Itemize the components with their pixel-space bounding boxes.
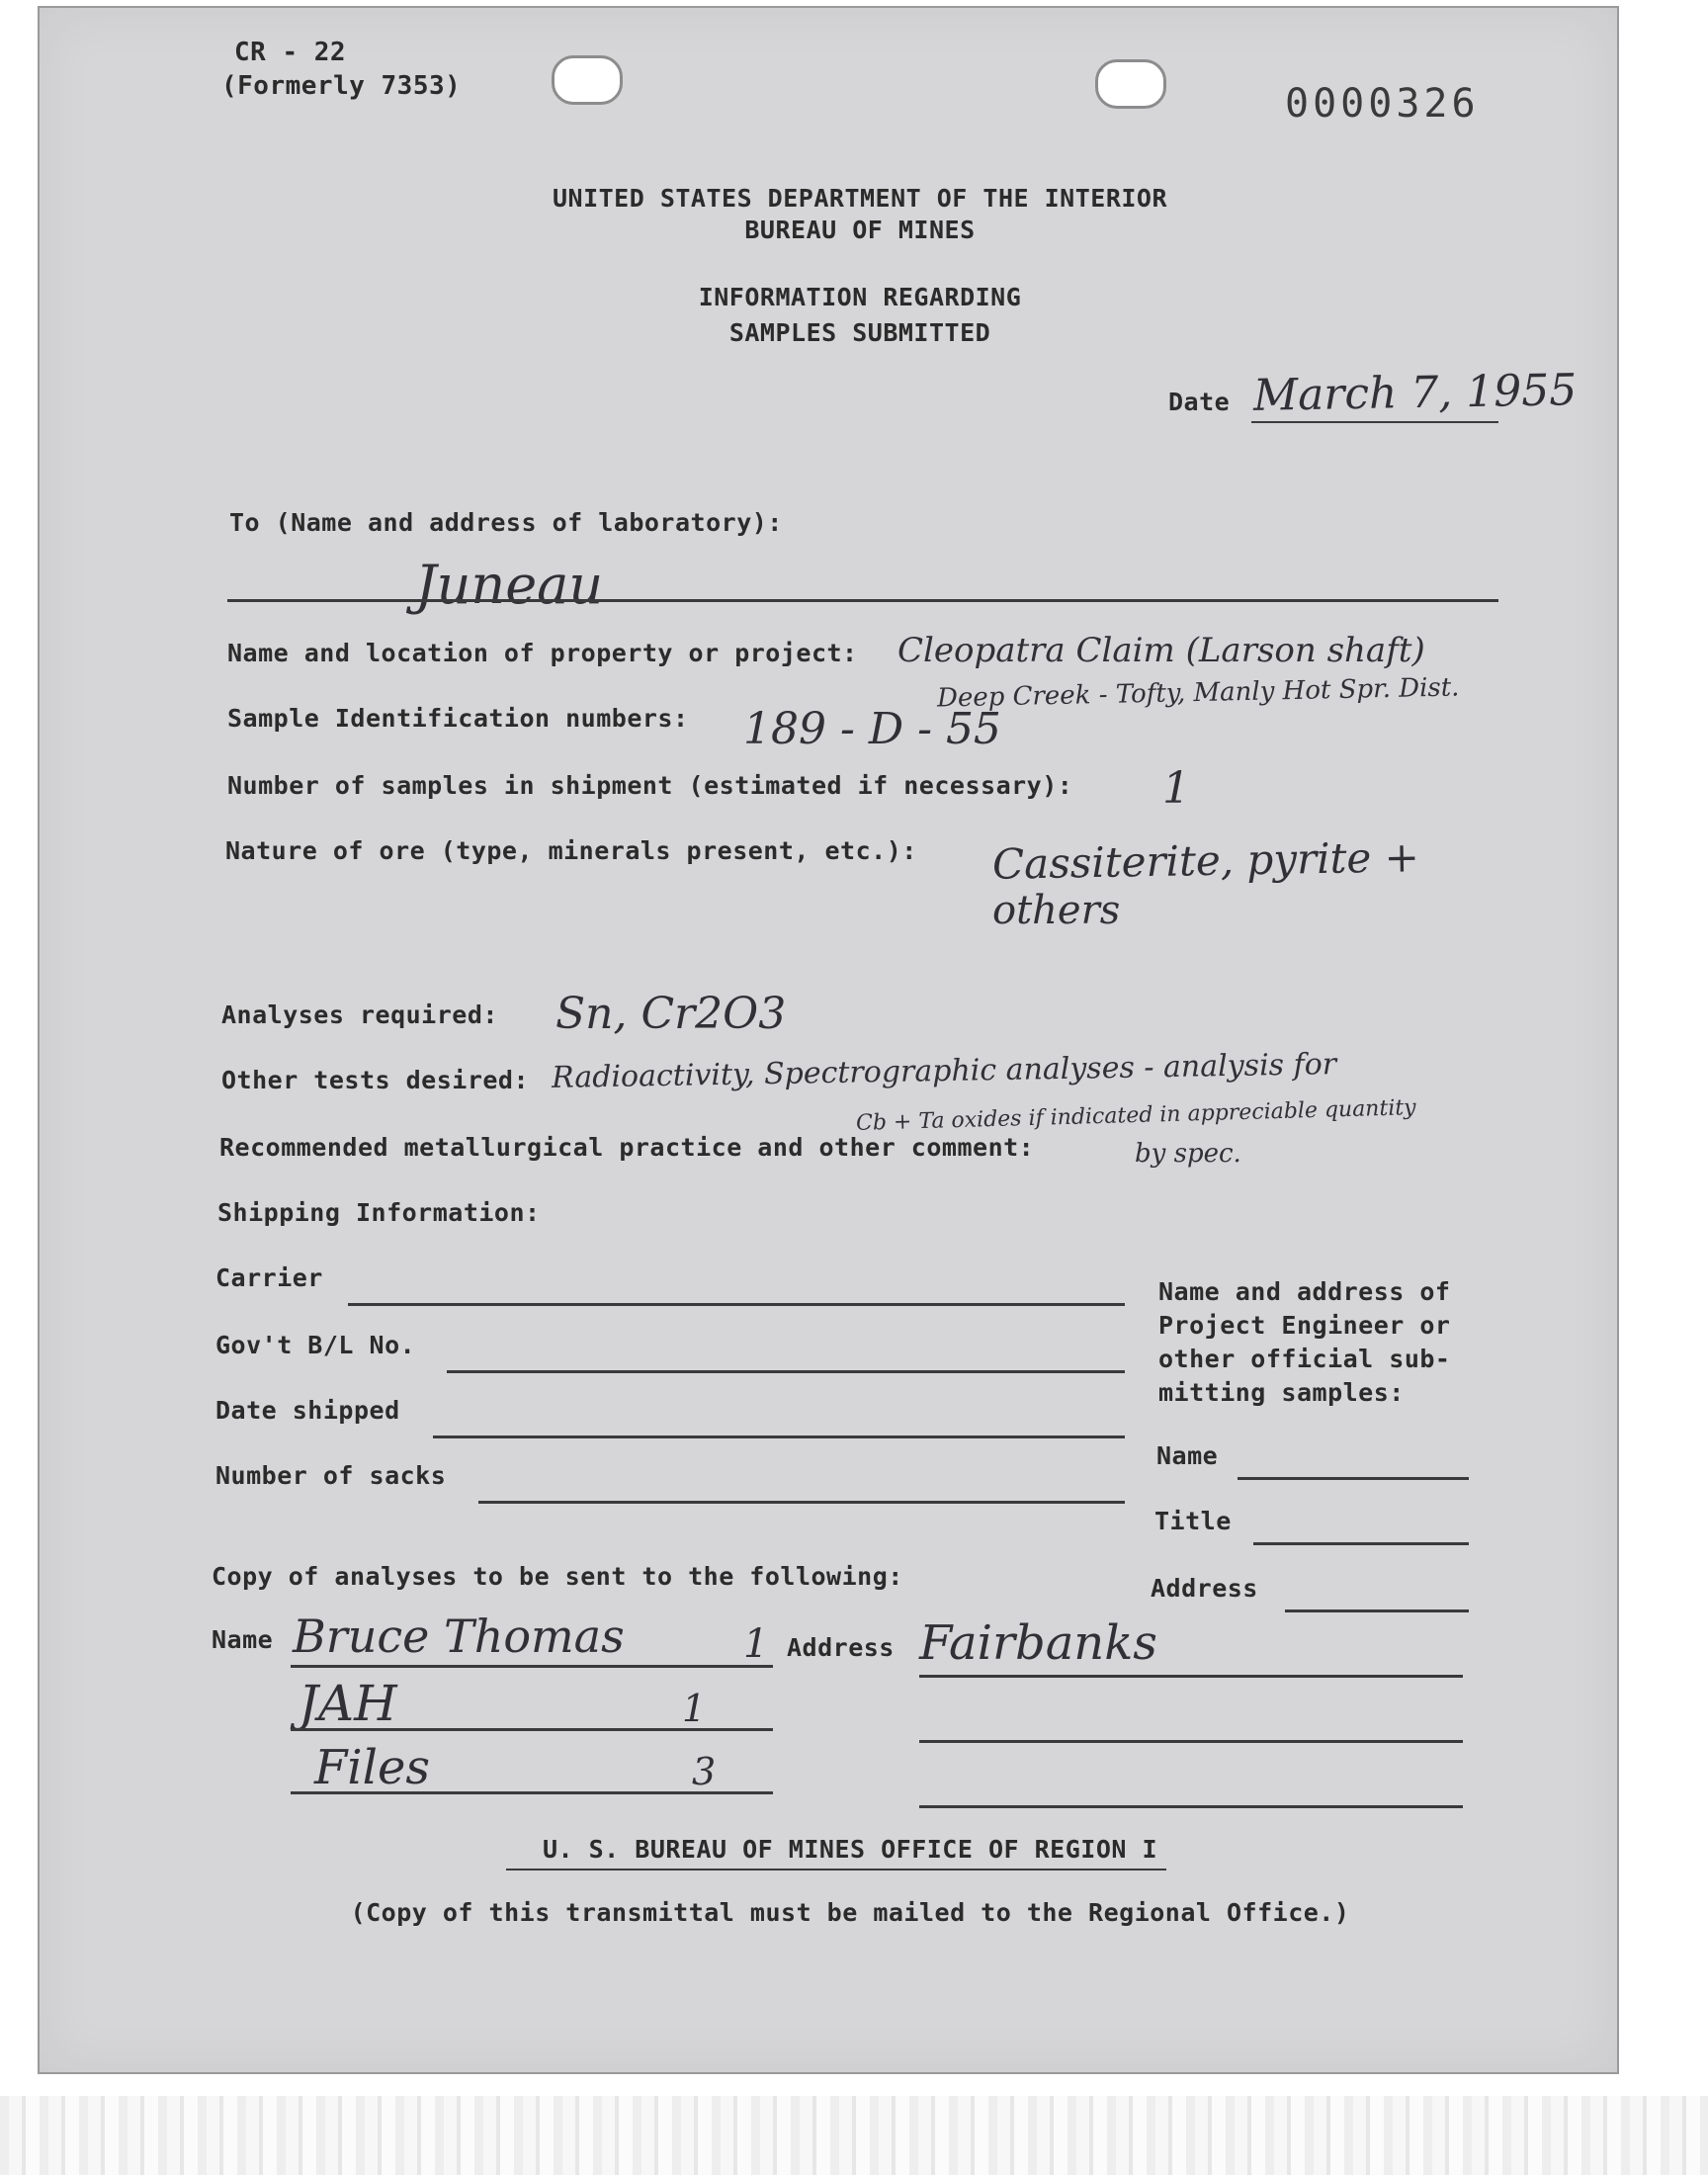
sample-count-label: Number of samples in shipment (estimated if necessary):	[227, 771, 1073, 800]
metallurgical-label: Recommended metallurgical practice and other comment:	[219, 1133, 1035, 1162]
engineer-title-line[interactable]	[1253, 1542, 1469, 1545]
date-label: Date	[1168, 388, 1231, 416]
shipping-heading: Shipping Information:	[217, 1198, 541, 1227]
punch-hole-left	[552, 55, 623, 105]
form-title-line2: SAMPLES SUBMITTED	[728, 318, 991, 347]
footer-note: (Copy of this transmittal must be mailed to the Regional Office.)	[350, 1898, 1350, 1927]
copy-recipient-name[interactable]: Bruce Thomas	[293, 1610, 625, 1663]
analyses-label: Analyses required:	[221, 1000, 498, 1029]
bureau-heading: BUREAU OF MINES	[744, 216, 976, 244]
sample-ids-value[interactable]: 189 - D - 55	[743, 704, 1001, 754]
copy-name-line[interactable]	[291, 1791, 773, 1794]
formerly-number: (Formerly 7353)	[221, 71, 462, 101]
engineer-heading-line1: Name and address of	[1158, 1277, 1451, 1306]
other-tests-value-line2[interactable]: Cb + Ta oxides if indicated in appreciable quantity	[855, 1095, 1416, 1136]
copy-recipient-count[interactable]: 3	[692, 1750, 717, 1793]
engineer-heading-line2: Project Engineer or	[1158, 1311, 1451, 1340]
date-value[interactable]: March 7, 1955	[1252, 365, 1578, 421]
copies-address-label: Address	[787, 1633, 895, 1662]
copy-recipient-name[interactable]: JAH	[299, 1675, 397, 1732]
form-title-line1: INFORMATION REGARDING	[698, 283, 1022, 311]
laboratory-line	[227, 599, 1498, 602]
engineer-address-label: Address	[1151, 1574, 1258, 1603]
engineer-name-line[interactable]	[1238, 1477, 1469, 1480]
sample-ids-label: Sample Identification numbers:	[227, 704, 689, 733]
copy-name-line[interactable]	[291, 1665, 773, 1668]
copy-name-line[interactable]	[291, 1728, 773, 1731]
copies-name-label: Name	[212, 1625, 274, 1654]
copy-address-line[interactable]	[919, 1740, 1463, 1743]
property-value-line1[interactable]: Cleopatra Claim (Larson shaft)	[897, 631, 1425, 670]
scan-edge	[0, 2096, 1708, 2175]
other-tests-label: Other tests desired:	[221, 1066, 530, 1094]
ore-nature-label: Nature of ore (type, minerals present, etc.):	[225, 836, 917, 865]
copy-address-line[interactable]	[919, 1805, 1463, 1808]
date-underline	[1251, 421, 1498, 423]
sacks-label: Number of sacks	[215, 1461, 447, 1490]
copies-heading: Copy of analyses to be sent to the following:	[212, 1562, 903, 1591]
document-number: 0000326	[1285, 81, 1480, 127]
engineer-name-label: Name	[1156, 1441, 1219, 1470]
copy-recipient-count[interactable]: 1	[682, 1687, 707, 1730]
bill-of-lading-line[interactable]	[447, 1370, 1125, 1373]
region-office: U. S. BUREAU OF MINES OFFICE OF REGION I	[542, 1835, 1158, 1864]
sacks-line[interactable]	[478, 1501, 1125, 1504]
engineer-heading-line4: mitting samples:	[1158, 1378, 1405, 1407]
date-shipped-line[interactable]	[433, 1436, 1125, 1438]
date-shipped-label: Date shipped	[215, 1396, 400, 1425]
other-tests-value-line1[interactable]: Radioactivity, Spectrographic analyses - analysis for	[551, 1047, 1337, 1095]
other-tests-value-line3[interactable]: by spec.	[1135, 1139, 1241, 1169]
punch-hole-right	[1095, 59, 1166, 109]
carrier-line[interactable]	[348, 1303, 1125, 1306]
copy-address-line[interactable]	[919, 1675, 1463, 1678]
copy-recipient-address[interactable]: Fairbanks	[919, 1615, 1157, 1671]
sample-count-value[interactable]: 1	[1162, 763, 1190, 814]
ore-nature-value-line1[interactable]: Cassiterite, pyrite +	[991, 832, 1420, 889]
copy-recipient-count[interactable]: 1	[743, 1621, 769, 1667]
property-label: Name and location of property or project:	[227, 639, 858, 667]
form-sheet	[38, 6, 1619, 2074]
ore-nature-value-line2[interactable]: others	[992, 888, 1121, 933]
engineer-heading-line3: other official sub-	[1158, 1345, 1451, 1373]
analyses-value[interactable]: Sn, Cr2O3	[555, 989, 787, 1039]
engineer-address-line[interactable]	[1285, 1610, 1469, 1612]
region-office-underline	[506, 1869, 1166, 1870]
property-value-line2[interactable]: Deep Creek - Tofty, Manly Hot Spr. Dist.	[936, 672, 1460, 714]
copy-recipient-name[interactable]: Files	[314, 1740, 431, 1795]
laboratory-label: To (Name and address of laboratory):	[229, 508, 783, 537]
department-heading: UNITED STATES DEPARTMENT OF THE INTERIOR	[552, 184, 1168, 213]
form-number: CR - 22	[234, 38, 347, 67]
carrier-label: Carrier	[215, 1263, 323, 1292]
engineer-title-label: Title	[1154, 1507, 1232, 1535]
bill-of-lading-label: Gov't B/L No.	[215, 1331, 416, 1359]
laboratory-value[interactable]: Juneau	[415, 554, 604, 616]
